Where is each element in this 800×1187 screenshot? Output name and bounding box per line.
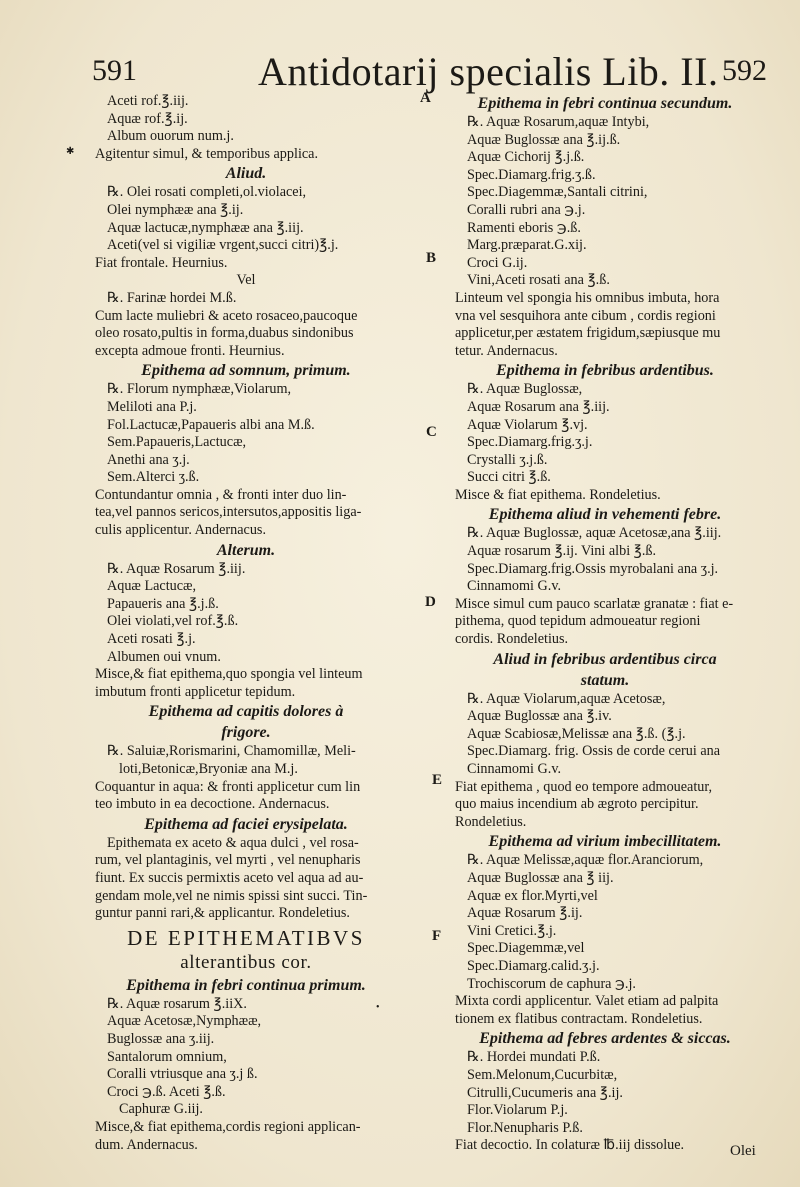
- text-line: Agitentur simul, & temporibus applica.: [95, 145, 319, 162]
- text-line: Aquæ Lactucæ,: [107, 578, 197, 595]
- text-line: Spec.Diagemmæ,Santali citrini,: [467, 184, 648, 201]
- text-line: ℞. Aquæ Buglossæ,: [467, 381, 583, 398]
- margin-letter-e: E: [432, 772, 443, 788]
- text-line: Sem.Alterci ʒ.ß.: [107, 469, 200, 486]
- section-heading: statum.: [580, 671, 630, 689]
- left-column: [95, 93, 397, 1154]
- section-heading: Epithema in febribus ardentibus.: [496, 362, 714, 380]
- margin-letter-c: C: [426, 424, 437, 440]
- text-line: Buglossæ ana ʒ.iij.: [107, 1030, 215, 1047]
- text-line: Croci ℈.ß. Aceti ℥.ß.: [107, 1083, 226, 1100]
- text-line: Anethi ana ʒ.j.: [107, 451, 190, 468]
- text-line: Coralli rubri ana ℈.j.: [467, 201, 586, 218]
- text-line: ℞. Aquæ Melissæ,aquæ flor.Aranciorum,: [467, 852, 704, 869]
- text-line: Album ouorum num.j.: [107, 128, 234, 145]
- text-line: teo imbuto in ea decoctione. Andernacus.: [95, 796, 330, 813]
- text-line: Aceti rosati ℥.j.: [107, 631, 196, 648]
- text-line: Linteum vel spongia his omnibus imbuta, hora: [455, 289, 720, 306]
- text-line: quo maius incendium ab ægroto percipitur.: [455, 796, 699, 813]
- text-line: fiunt. Ex succis permixtis aceto vel aqua ad au-: [95, 869, 364, 886]
- text-line: Caphuræ G.iij.: [119, 1101, 203, 1118]
- text-line: ℞. Saluiæ,Rorismarini, Chamomillæ, Meli-: [107, 743, 356, 760]
- text-line: culis applicentur. Andernacus.: [95, 522, 266, 539]
- text-line: Misce simul cum pauco scarlatæ granatæ : fiat e-: [455, 595, 734, 612]
- text-line: Vini Cretici.℥.j.: [467, 922, 557, 939]
- section-heading: Aliud.: [225, 165, 267, 183]
- text-line: Aquæ Rosarum ℥.ij.: [467, 905, 583, 922]
- text-line: Aquæ Cichorij ℥.j.ß.: [467, 149, 585, 166]
- text-line: oleo rosato,pultis in forma,duabus sindonibus: [95, 325, 354, 342]
- text-line: Flor.Violarum P.j.: [467, 1102, 568, 1119]
- text-line: Fiat decoctio. In colaturæ ℔.iij dissolue.: [455, 1137, 685, 1154]
- text-line: Vel: [236, 272, 256, 289]
- section-heading: Epithema aliud in vehementi febre.: [488, 506, 722, 524]
- section-heading: Epithema ad faciei erysipelata.: [144, 815, 348, 833]
- text-line: vna vel sesquihora ante cibum , cordis regioni: [455, 307, 716, 324]
- text-line: Aceti rof.℥.iij.: [107, 93, 189, 109]
- text-line: ℞. Aquæ Rosarum,aquæ Intybi,: [467, 114, 650, 130]
- page-number-right: 592: [722, 54, 767, 87]
- text-line: Citrulli,Cucumeris ana ℥.ij.: [467, 1084, 623, 1101]
- margin-letter-d: D: [425, 594, 436, 610]
- text-line: ℞. Aquæ Violarum,aquæ Acetosæ,: [467, 690, 666, 707]
- text-line: Rondeletius.: [455, 813, 527, 830]
- text-line: Misce,& fiat epithema,quo spongia vel linteum: [95, 666, 363, 683]
- text-line: ℞. Aquæ rosarum ℥.iiX.: [107, 995, 247, 1012]
- text-line: Trochiscorum de caphura ℈.j.: [467, 975, 636, 992]
- text-line: Misce & fiat epithema. Rondeletius.: [455, 486, 661, 503]
- text-line: Meliloti ana P.j.: [107, 398, 197, 415]
- section-heading: Epithema ad capitis dolores à: [148, 703, 344, 721]
- chapter-heading: DE EPITHEMATIBVS: [127, 925, 365, 950]
- text-line: Coquantur in aqua: & fronti applicetur cum lin: [95, 778, 361, 795]
- text-line: Contundantur omnia , & fronti inter duo lin-: [95, 486, 347, 503]
- text-line: Spec.Diagemmæ,vel: [467, 940, 585, 957]
- text-line: loti,Betonicæ,Bryoniæ ana M.j.: [119, 761, 298, 777]
- section-heading: frigore.: [221, 724, 271, 742]
- text-line: Papaueris ana ℥.j.ß.: [107, 595, 219, 612]
- section-heading: Aliud in febribus ardentibus circa: [493, 650, 717, 668]
- text-line: Cum lacte muliebri & aceto rosaceo,paucoque: [95, 307, 358, 324]
- text-line: Aquæ Buglossæ ana ℥.ij.ß.: [467, 131, 621, 148]
- text-line: ℞. Olei rosati completi,ol.violacei,: [107, 184, 307, 201]
- text-line: Fiat frontale. Heurnius.: [95, 254, 228, 271]
- text-line: Flor.Nenupharis P.ß.: [467, 1119, 583, 1136]
- text-line: Misce,& fiat epithema,cordis regioni applican-: [95, 1118, 361, 1135]
- text-line: Albumen oui vnum.: [107, 648, 221, 665]
- running-header: [0, 48, 800, 98]
- text-line: Aquæ Rosarum ana ℥.iij.: [467, 398, 610, 415]
- text-line: Aquæ Scabiosæ,Melissæ ana ℥.ß. (℥.j.: [467, 725, 686, 742]
- section-heading: Epithema ad virium imbecillitatem.: [488, 833, 722, 851]
- text-line: tea,vel pannos sericos,intersutos,appositis liga-: [95, 504, 362, 521]
- margin-letter-f: F: [432, 928, 442, 944]
- text-line: Vini,Aceti rosati ana ℥.ß.: [467, 272, 610, 289]
- text-line: Aquæ Acetosæ,Nymphææ,: [107, 1013, 262, 1030]
- text-line: Mixta cordi applicentur. Valet etiam ad palpita: [455, 993, 719, 1010]
- text-line: gendam mole,vel ne nimis spissi sint succi. Tin-: [95, 887, 368, 904]
- text-line: Cinnamomi G.v.: [467, 578, 562, 595]
- text-line: tetur. Andernacus.: [455, 342, 558, 359]
- ink-dot: •: [376, 1002, 380, 1013]
- text-line: tionem ex flatibus contractam. Rondeletius.: [455, 1010, 703, 1027]
- text-line: cordis. Rondeletius.: [455, 631, 569, 648]
- text-line: applicetur,per æstatem frigidum,sæpiusque mu: [455, 325, 721, 342]
- text-line: Spec.Diamarg.frig.ʒ.j.: [467, 434, 593, 451]
- section-heading: Epithema in febri continua primum.: [126, 976, 366, 994]
- section-heading: Epithema ad febres ardentes & siccas.: [479, 1030, 731, 1048]
- text-line: Aquæ Buglossæ ana ℥.iv.: [467, 708, 612, 725]
- text-line: Olei violati,vel rof.℥.ß.: [107, 613, 239, 630]
- catchword: Olei: [730, 1143, 756, 1159]
- text-line: ℞. Aquæ Rosarum ℥.iij.: [107, 560, 246, 577]
- text-line: Croci G.ij.: [467, 254, 528, 271]
- text-line: ℞. Farinæ hordei M.ß.: [107, 289, 237, 306]
- text-line: Spec.Diamarg.calid.ʒ.j.: [467, 957, 600, 974]
- text-line: imbutum fronti applicetur tepidum.: [95, 683, 296, 700]
- text-line: Fiat epithema , quod eo tempore admoueatur,: [455, 778, 713, 795]
- text-line: Aquæ rosarum ℥.ij. Vini albi ℥.ß.: [467, 543, 657, 560]
- text-line: Marg.præparat.G.xij.: [467, 237, 587, 254]
- text-line: Crystalli ʒ.j.ß.: [467, 451, 548, 468]
- text-line: dum. Andernacus.: [95, 1136, 198, 1153]
- text-line: Ramenti eboris ℈.ß.: [467, 219, 581, 236]
- text-line: Aquæ rof.℥.ij.: [107, 110, 188, 127]
- section-heading: Alterum.: [216, 541, 276, 559]
- text-line: Coralli vtriusque ana ʒ.j ß.: [107, 1066, 258, 1083]
- section-heading: Epithema ad somnum, primum.: [141, 362, 351, 380]
- text-line: Santalorum omnium,: [107, 1048, 227, 1065]
- text-line: Aquæ ex flor.Myrti,vel: [467, 887, 598, 904]
- text-line: Epithemata ex aceto & aqua dulci , vel rosa-: [107, 834, 359, 851]
- text-line: Spec.Diamarg.frig.ʒ.ß.: [467, 166, 596, 183]
- text-line: excepta admoue fronti. Heurnius.: [95, 342, 285, 359]
- text-line: Fol.Lactucæ,Papaueris albi ana M.ß.: [107, 416, 315, 433]
- text-line: ℞. Florum nymphææ,Violarum,: [107, 381, 292, 398]
- text-line: Sem.Papaueris,Lactucæ,: [107, 434, 247, 451]
- text-line: pithema, quod tepidum admoueatur regioni: [455, 613, 701, 630]
- right-column: [455, 93, 755, 1155]
- asterisk-mark: ✱: [66, 146, 75, 157]
- running-title: Antidotarij specialis Lib. II.: [258, 49, 719, 94]
- margin-letter-b: B: [426, 250, 437, 266]
- text-line: ℞. Hordei mundati P.ß.: [467, 1049, 601, 1066]
- page-number-left: 591: [92, 54, 137, 87]
- margin-letter-a: A: [420, 90, 431, 106]
- text-line: Spec.Diamarg. frig. Ossis de corde cerui ana: [467, 743, 721, 760]
- text-line: Aceti(vel si vigiliæ vrgent,succi citri)℥.j.: [107, 237, 339, 254]
- text-line: Cinnamomi G.v.: [467, 761, 562, 777]
- text-line: rum, vel plantaginis, vel myrti , vel nenupharis: [95, 852, 361, 869]
- text-line: Sem.Melonum,Cucurbitæ,: [467, 1066, 618, 1083]
- text-line: guntur panni rari,& applicantur. Rondeletius.: [95, 905, 350, 922]
- text-line: Aquæ lactucæ,nymphææ ana ℥.iij.: [107, 219, 304, 236]
- text-line: Succi citri ℥.ß.: [467, 469, 551, 486]
- text-line: Olei nymphææ ana ℥.ij.: [107, 201, 244, 218]
- text-line: Aquæ Violarum ℥.vj.: [467, 416, 588, 433]
- text-line: Spec.Diamarg.frig.Ossis myrobalani ana ʒ.j.: [467, 560, 719, 577]
- chapter-heading: alterantibus cor.: [180, 951, 312, 973]
- text-line: ℞. Aquæ Buglossæ, aquæ Acetosæ,ana ℥.iij.: [467, 525, 722, 542]
- section-heading: Epithema in febri continua secundum.: [477, 95, 733, 112]
- text-line: Aquæ Buglossæ ana ℥ iij.: [467, 869, 614, 886]
